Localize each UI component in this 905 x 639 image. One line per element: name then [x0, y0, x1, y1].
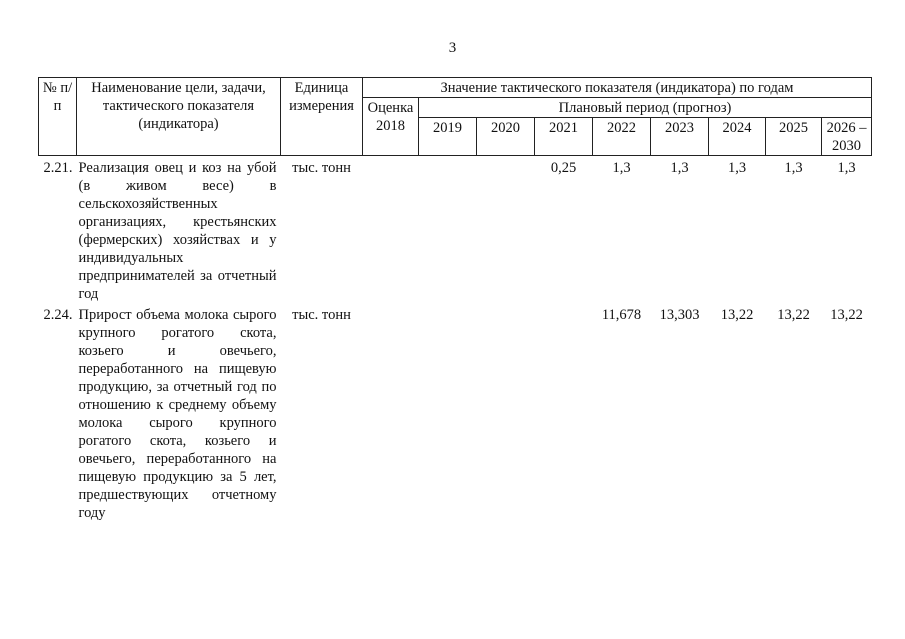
header-number: № п/п	[39, 78, 77, 156]
table-body	[39, 156, 872, 523]
table-header	[39, 78, 872, 156]
year-value	[419, 156, 477, 304]
year-value: 1,3	[670, 160, 689, 176]
year-value: 0,25	[550, 160, 577, 176]
row-number: 2.21.	[43, 160, 73, 176]
header-year: 2020	[477, 118, 535, 156]
year-value: 1,3	[784, 160, 803, 176]
header-year: 2024	[709, 118, 766, 156]
year-value	[419, 303, 477, 522]
header-year: 2021	[535, 118, 593, 156]
estimate-value	[363, 303, 419, 522]
header-year: 2019	[419, 118, 477, 156]
page-number: 3	[448, 40, 457, 56]
year-value	[477, 156, 535, 304]
header-plan: Плановый период (прогноз)	[419, 98, 872, 118]
header-year: 2022	[593, 118, 651, 156]
year-value: 13,22	[720, 307, 754, 323]
header-estimate: Оценка 2018	[363, 98, 419, 156]
unit-of-measure: тыс. тонн	[292, 160, 351, 176]
year-value: 13,22	[830, 307, 863, 323]
year-value: 11,678	[601, 307, 642, 323]
header-values: Значение тактического показателя (индикатора) по годам	[363, 78, 872, 98]
header-year: 2025	[766, 118, 822, 156]
year-value: 1,3	[837, 160, 856, 176]
table-row	[39, 303, 872, 522]
row-number: 2.24.	[43, 307, 73, 323]
indicators-table	[38, 77, 872, 522]
table-row	[39, 156, 872, 304]
header-year: 2026 – 2030	[822, 118, 872, 156]
header-year: 2023	[651, 118, 709, 156]
year-value: 1,3	[727, 160, 747, 176]
indicator-name: Прирост объема молока сырого крупного рогатого скота, козьего и овечьего, переработанного на пищевую продукцию, за отчетный год по отношению к среднему объему молока сырого крупного рогатого скота, козьего и овечьего, переработанного на пищевую продукцию за 5 лет, предшествующих отчетному году	[78, 307, 277, 521]
unit-of-measure: тыс. тонн	[292, 307, 351, 323]
estimate-value	[363, 156, 419, 304]
year-value	[535, 303, 593, 522]
header-unit: Единица измерения	[281, 78, 363, 156]
year-value: 1,3	[612, 160, 631, 176]
year-value: 13,22	[777, 307, 810, 323]
indicator-name: Реализация овец и коз на убой (в живом весе) в сельскохозяйственных организациях, крестьянских (фермерских) хозяйствах и у индивидуальных предпринимателей за отчетный год	[78, 160, 277, 302]
header-name: Наименование цели, задачи, тактического показателя (индикатора)	[77, 78, 281, 156]
year-value	[477, 303, 535, 522]
year-value: 13,303	[659, 307, 700, 323]
